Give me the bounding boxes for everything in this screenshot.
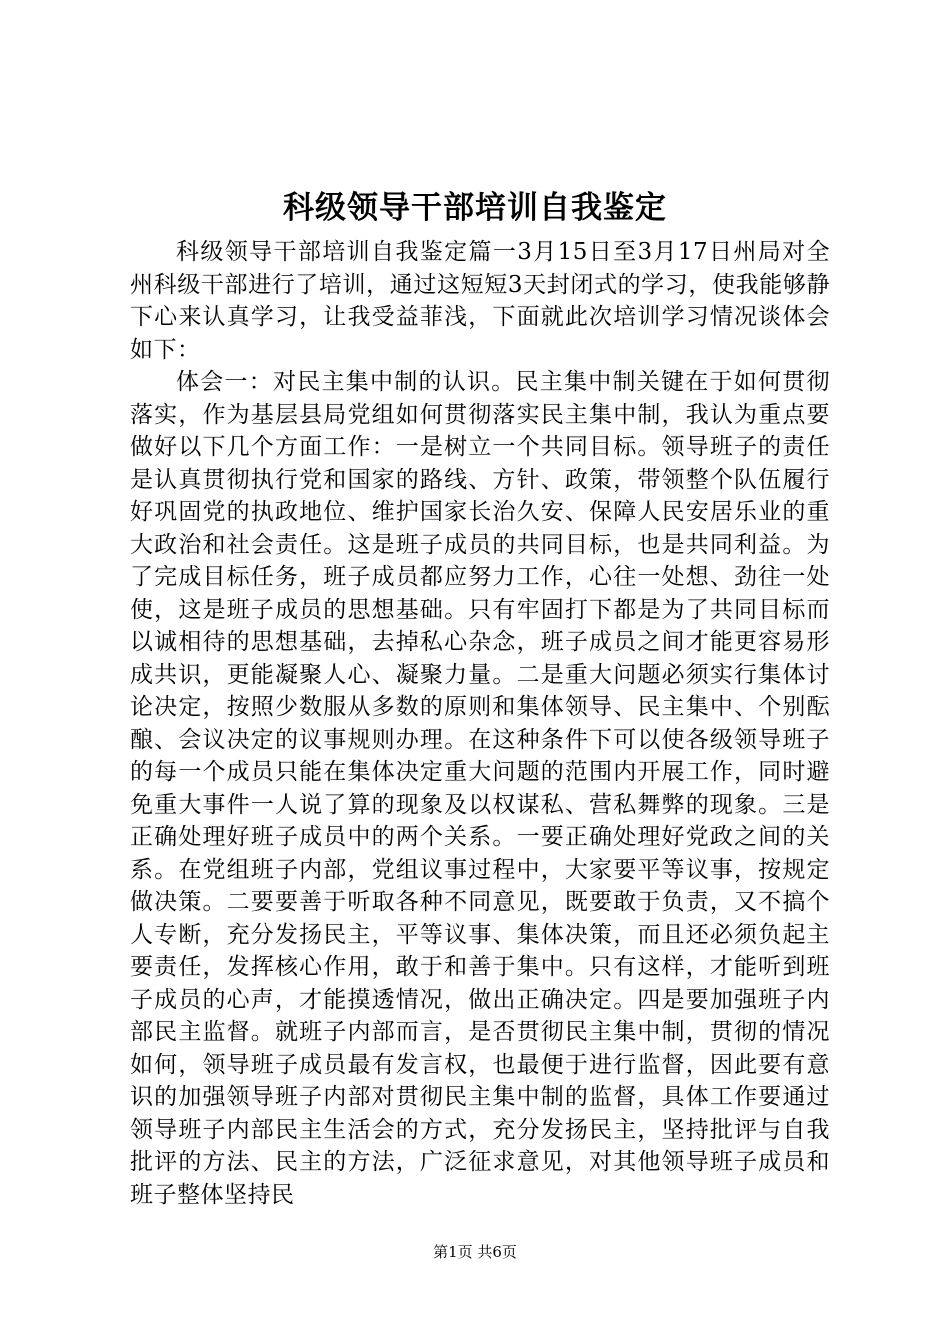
page-footer: 第1页 共6页	[433, 1243, 517, 1261]
intro-paragraph: 科级领导干部培训自我鉴定篇一3月15日至3月17日州局对全州科级干部进行了培训，通过这短短3天封闭式的学习，使我能够静下心来认真学习，让我受益菲浅，下面就此次培训学习情况谈体会如下：	[130, 239, 830, 363]
document-body	[130, 236, 830, 1211]
document-title: 科级领导干部培训自我鉴定	[283, 190, 667, 226]
experience-one-paragraph: 体会一：对民主集中制的认识。民主集中制关键在于如何贯彻落实，作为基层县局党组如何贯彻落实民主集中制，我认为重点要做好以下几个方面工作：一是树立一个共同目标。领导班子的责任是认真贯彻执行党和国家的路线、方针、政策，带领整个队伍履行好巩固党的执政地位、维护国家长治久安、保障人民安居乐业的重大政治和社会责任。这是班子成员的共同目标，也是共同利益。为了完成目标任务，班子成员都应努力工作，心往一处想、劲往一处使，这是班子成员的思想基础。只有牢固打下都是为了共同目标而以诚相待的思想基础，去掉私心杂念，班子成员之间才能更容易形成共识，更能凝聚人心、凝聚力量。二是重大问题必须实行集体讨论决定，按照少数服从多数的原则和集体领导、民主集中、个别酝酿、会议决定的议事规则办理。在这种条件下可以使各级领导班子的每一个成员只能在集体决定重大问题的范围内开展工作，同时避免重大事件一人说了算的现象及以权谋私、营私舞弊的现象。三是正确处理好班子成员中的两个关系。一要正确处理好党政之间的关系。在党组班子内部，党组议事过程中，大家要平等议事，按规定做决策。二要要善于听取各种不同意见，既要敢于负责，又不搞个人专断，充分发扬民主，平等议事、集体决策，而且还必须负起主要责任，发挥核心作用，敢于和善于集中。只有这样，才能听到班子成员的心声，才能摸透情况，做出正确决定。四是要加强班子内部民主监督。就班子内部而言，是否贯彻民主集中制，贯彻的情况如何，领导班子成员最有发言权，也最便于进行监督，因此要有意识的加强领导班子内部对贯彻民主集中制的监督，具体工作要通过领导班子内部民主生活会的方式，充分发扬民主，坚持批评与自我批评的方法、民主的方法，广泛征求意见，对其他领导班子成员和班子整体坚持民	[130, 369, 830, 1208]
